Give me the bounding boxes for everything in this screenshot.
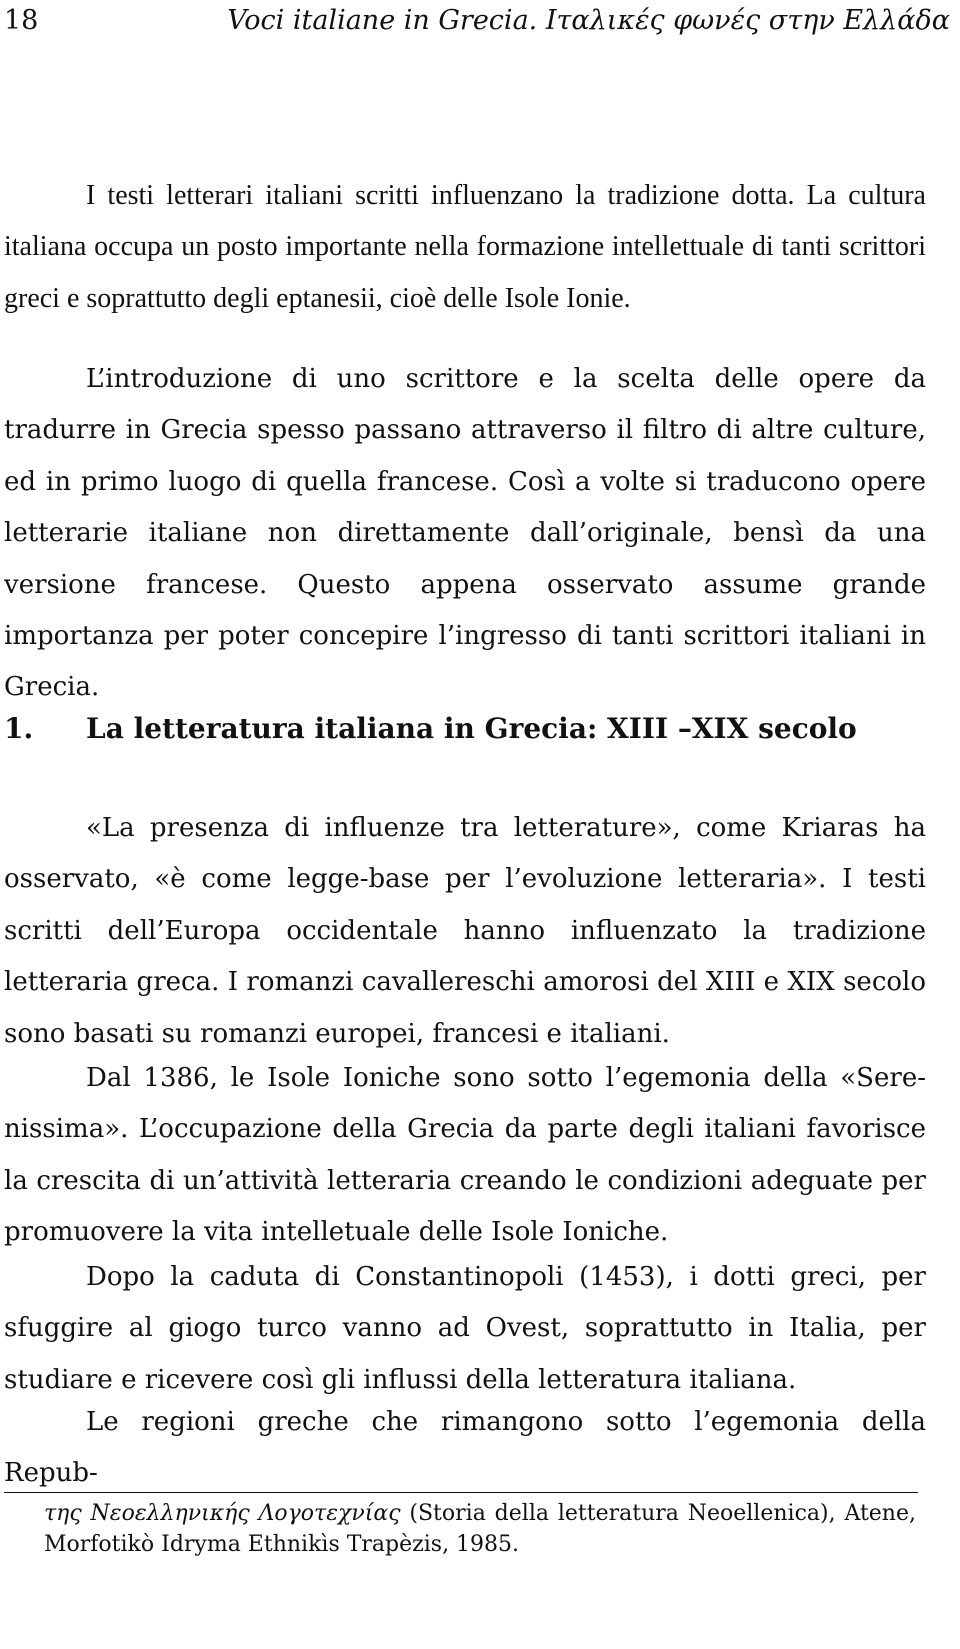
- body-paragraph-1: [4, 170, 926, 324]
- footnote: [44, 1498, 916, 1560]
- section-number: 1.: [4, 712, 34, 745]
- body-paragraph-2: [4, 354, 926, 714]
- paragraph-text: I testi letterari italiani scritti influenzano la tradizione dotta. La cultura italiana occupa un posto importante nella formazione intellettuale di tanti scrittori greci e soprattutto degli eptanesii, cioè delle Isole Ionie.: [4, 180, 926, 314]
- paragraph-text: Dopo la caduta di Constantinopoli (1453), i dotti greci, per sfuggire al giogo turco vanno ad Ovest, soprattutto in Italia, per studiare e ricevere così gli influssi della letteratura italiana.: [4, 1262, 926, 1395]
- body-paragraph-3: [4, 803, 926, 1060]
- section-heading: [4, 703, 904, 755]
- running-title: Voci italiane in Grecia. Ιταλικές φωνές στην Ελλάδα: [227, 5, 950, 36]
- body-paragraph-6: [4, 1397, 926, 1500]
- section-title: La letteratura italiana in Grecia: XIII –XIX secolo: [86, 712, 857, 745]
- footnote-greek-title: της Νεοελληνικής Λογοτεχνίας: [44, 1501, 401, 1526]
- paragraph-text: Dal 1386, le Isole Ioniche sono sotto l’egemonia della «Serenissima». L’occupazione della Grecia da parte degli italiani favorisce la crescita di un’attività letteraria creando le condizioni adeguate per promuovere la vita intelletuale delle Isole Ioniche.: [4, 1063, 926, 1248]
- running-header: [4, 2, 950, 40]
- body-paragraph-5: [4, 1252, 926, 1406]
- page-number: 18: [4, 5, 39, 36]
- body-paragraph-4: [4, 1053, 926, 1259]
- paragraph-text: Le regioni greche che rimangono sotto l’egemonia della Repub-: [4, 1407, 926, 1489]
- footnote-divider: [4, 1492, 918, 1493]
- paragraph-text: L’introduzione di uno scrittore e la scelta delle opere da tradurre in Grecia spesso passano attraverso il filtro di altre culture, ed in primo luogo di quella francese. Così a volte si traducono opere letterarie italiane non direttamente dall’originale, bensì da una versione francese. Questo appena osservato assume grande importanza per poter concepire l’ingresso di tanti scrittori italiani in Grecia.: [4, 364, 926, 703]
- footnote-citation: (Storia della letteratura Neoellenica), Atene, Morfotikò Idryma Ethnikìs Trapèzis, 1985.: [44, 1501, 916, 1557]
- paragraph-text: «La presenza di influenze tra letterature», come Kriaras ha osservato, «è come legge-base per l’evoluzione letteraria». I testi scritti dell’Europa occidentale hanno influenzato la tradizione letteraria greca. I romanzi cavallereschi amorosi del XIII e XIX secolo sono basati su romanzi europei, francesi e italiani.: [4, 813, 926, 1049]
